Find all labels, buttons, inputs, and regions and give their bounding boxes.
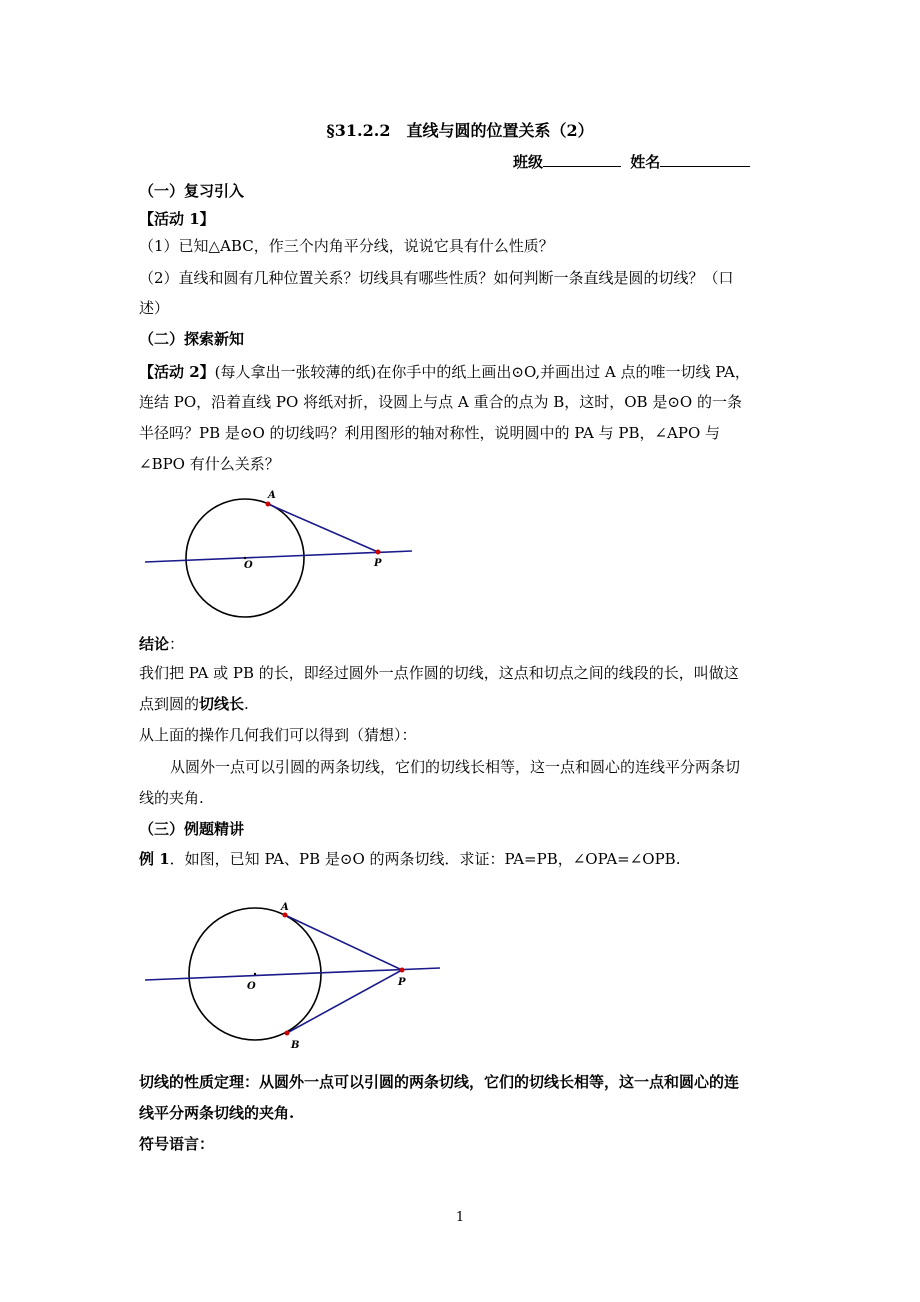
activity2-label: 【活动 2】 (139, 363, 215, 381)
section1-heading: （一）复习引入 (139, 182, 245, 200)
activity2-line1 (139, 362, 789, 382)
center-point-o (244, 557, 246, 559)
activity1-label: 【活动 1】 (139, 210, 215, 228)
activity2-line4: ∠BPO 有什么关系？ (139, 455, 280, 473)
activity2-line3: 半径吗？PB 是⊙O 的切线吗？利用图形的轴对称性，说明圆中的 PA 与 PB，∠APO 与 (139, 424, 721, 442)
name-label: 姓名 (630, 153, 661, 171)
activity2-text: (每人拿出一张较薄的纸)在你手中的纸上画出⊙O,并画出过 A 点的唯一切线 PA， (214, 363, 750, 381)
section3-heading: （三）例题精讲 (139, 820, 245, 838)
point-p (376, 550, 381, 555)
figure-1-tangent-diagram (0, 480, 920, 625)
theorem-line2: 线平分两条切线的夹角. (139, 1104, 295, 1122)
activity1-question2-line2: 述） (139, 299, 170, 317)
conclusion-colon: ： (169, 635, 185, 653)
activity1-question1: （1）已知△ABC，作三个内角平分线，说说它具有什么性质？ (139, 237, 554, 255)
label-o: O (247, 981, 256, 992)
tangent-pa (268, 504, 378, 552)
figure-2-two-tangents-diagram (0, 895, 920, 1060)
symbol-language-label: 符号语言： (139, 1135, 215, 1153)
guess-text-line2: 线的夹角. (139, 789, 204, 807)
conclusion-line2-post: . (244, 695, 249, 713)
conclusion-label: 结论 (139, 635, 170, 653)
example1-line (139, 849, 789, 869)
label-a: A (281, 902, 289, 913)
label-b: B (291, 1040, 300, 1051)
section2-heading: （二）探索新知 (139, 330, 245, 348)
page-number: 1 (455, 1210, 465, 1225)
page-title: §31.2.2 直线与圆的位置关系（2） (326, 121, 594, 140)
class-label: 班级 (513, 153, 544, 171)
guess-text-line1: 从圆外一点可以引圆的两条切线，它们的切线长相等，这一点和圆心的连线平分两条切 (170, 758, 741, 776)
label-a: A (268, 490, 276, 501)
example1-text: ．如图，已知 PA、PB 是⊙O 的两条切线．求证：PA=PB，∠OPA=∠OPB. (169, 850, 681, 868)
point-a (266, 502, 271, 507)
point-a (283, 913, 288, 918)
conclusion-line2-pre: 点到圆的 (139, 695, 200, 713)
label-p: P (398, 977, 406, 988)
activity1-question2-line1: （2）直线和圆有几种位置关系？切线具有哪些性质？如何判断一条直线是圆的切线？（口 (139, 269, 734, 287)
class-blank[interactable] (543, 150, 621, 167)
point-p (400, 968, 405, 973)
point-b (285, 1031, 290, 1036)
term-tangent-length: 切线长 (199, 695, 245, 713)
conclusion-heading (139, 634, 789, 654)
example1-label: 例 1 (139, 850, 170, 868)
label-p: P (374, 558, 382, 569)
tangent-pa (285, 915, 402, 970)
tangent-pb (287, 970, 402, 1033)
conclusion-line2 (139, 694, 789, 714)
activity2-line2: 连结 PO，沿着直线 PO 将纸对折，设圆上与点 A 重合的点为 B，这时，OB 是⊙O 的一条 (139, 393, 742, 411)
name-blank[interactable] (660, 150, 750, 167)
label-o: O (244, 560, 253, 571)
line-po (145, 551, 412, 562)
conclusion-line1: 我们把 PA 或 PB 的长，即经过圆外一点作圆的切线，这点和切点之间的线段的长，叫做这 (139, 664, 739, 682)
class-name-line (513, 150, 750, 172)
theorem-line1: 切线的性质定理：从圆外一点可以引圆的两条切线，它们的切线长相等，这一点和圆心的连 (139, 1073, 740, 1091)
guess-line: 从上面的操作几何我们可以得到（猜想）： (139, 726, 417, 744)
center-point-o (254, 973, 256, 975)
